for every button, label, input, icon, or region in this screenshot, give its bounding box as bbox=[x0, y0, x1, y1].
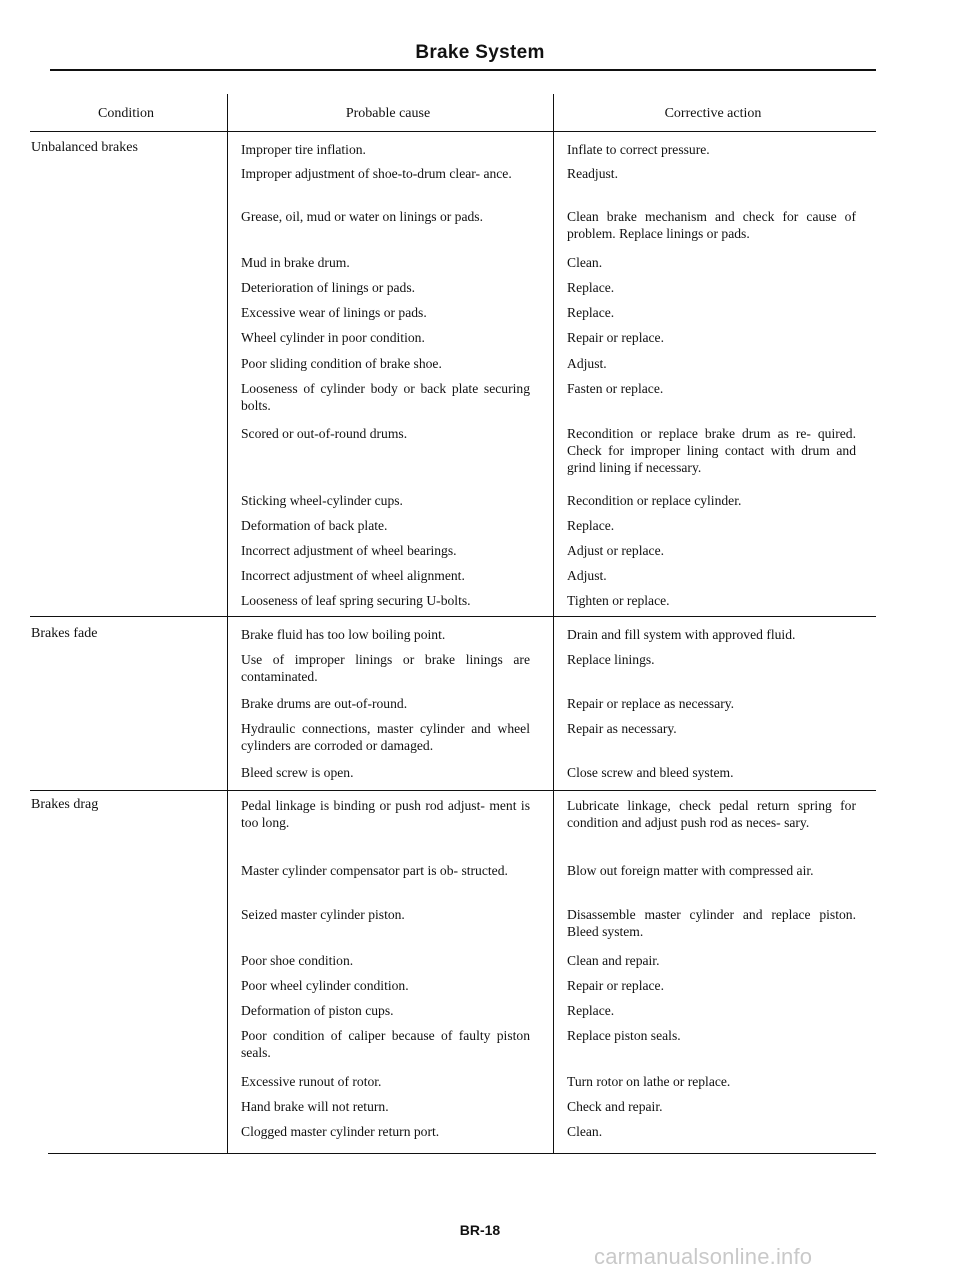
action-cell: Clean brake mechanism and check for cause of problem. Replace linings or pads. bbox=[567, 209, 856, 241]
cause-cell: Poor condition of caliper because of faulty piston seals. bbox=[241, 1028, 530, 1060]
action-cell: Check and repair. bbox=[567, 1099, 663, 1114]
cause-cell: Master cylinder compensator part is ob- structed. bbox=[241, 863, 508, 878]
cause-cell: Looseness of leaf spring securing U-bolts. bbox=[241, 593, 471, 608]
action-cell: Recondition or replace cylinder. bbox=[567, 493, 742, 508]
action-cell: Replace. bbox=[567, 518, 615, 533]
action-cell: Tighten or replace. bbox=[567, 593, 670, 608]
cause-cell: Poor wheel cylinder condition. bbox=[241, 978, 409, 993]
action-cell: Recondition or replace brake drum as re- quired. Check for improper lining contact with drum and grind lining if necessary. bbox=[567, 426, 856, 475]
table-bottom-rule bbox=[48, 1153, 876, 1154]
group-separator-brakes-fade bbox=[30, 616, 876, 617]
cause-cell: Poor sliding condition of brake shoe. bbox=[241, 356, 442, 371]
header-rule bbox=[30, 131, 876, 132]
action-cell: Clean. bbox=[567, 1124, 603, 1139]
cause-cell: Deformation of piston cups. bbox=[241, 1003, 394, 1018]
cause-cell: Excessive runout of rotor. bbox=[241, 1074, 382, 1089]
cause-cell: Hydraulic connections, master cylinder and wheel cylinders are corroded or damaged. bbox=[241, 721, 530, 753]
cause-cell: Incorrect adjustment of wheel alignment. bbox=[241, 568, 465, 583]
group-separator-brakes-drag bbox=[30, 790, 876, 791]
action-cell: Adjust. bbox=[567, 568, 607, 583]
cause-cell: Pedal linkage is binding or push rod adjust- ment is too long. bbox=[241, 798, 530, 830]
column-divider-1 bbox=[227, 94, 228, 1154]
action-cell: Disassemble master cylinder and replace piston. Bleed system. bbox=[567, 907, 856, 939]
cause-cell: Deformation of back plate. bbox=[241, 518, 388, 533]
action-cell: Repair or replace. bbox=[567, 978, 664, 993]
page-number: BR-18 bbox=[459, 1222, 501, 1238]
action-cell: Repair or replace. bbox=[567, 330, 664, 345]
action-cell: Turn rotor on lathe or replace. bbox=[567, 1074, 731, 1089]
cause-cell: Excessive wear of linings or pads. bbox=[241, 305, 427, 320]
cause-cell: Incorrect adjustment of wheel bearings. bbox=[241, 543, 457, 558]
condition-brakes-fade: Brakes fade bbox=[31, 626, 98, 641]
cause-cell: Wheel cylinder in poor condition. bbox=[241, 330, 425, 345]
action-cell: Replace. bbox=[567, 1003, 615, 1018]
cause-cell: Use of improper linings or brake linings are contaminated. bbox=[241, 652, 530, 684]
action-cell: Inflate to correct pressure. bbox=[567, 142, 710, 157]
action-cell: Lubricate linkage, check pedal return spring for condition and adjust push rod as neces- sary. bbox=[567, 798, 856, 830]
action-cell: Readjust. bbox=[567, 166, 618, 181]
action-cell: Close screw and bleed system. bbox=[567, 765, 734, 780]
condition-unbalanced-brakes: Unbalanced brakes bbox=[31, 140, 138, 155]
watermark: carmanualsonline.info bbox=[594, 1244, 813, 1269]
action-cell: Adjust or replace. bbox=[567, 543, 665, 558]
title-rule bbox=[50, 69, 876, 71]
cause-cell: Hand brake will not return. bbox=[241, 1099, 389, 1114]
cause-cell: Clogged master cylinder return port. bbox=[241, 1124, 440, 1139]
cause-cell: Improper adjustment of shoe-to-drum clear- ance. bbox=[241, 166, 512, 181]
page-title: Brake System bbox=[415, 42, 545, 63]
action-cell: Replace linings. bbox=[567, 652, 655, 667]
column-divider-2 bbox=[553, 94, 554, 1154]
cause-cell: Scored or out-of-round drums. bbox=[241, 426, 408, 441]
cause-cell: Mud in brake drum. bbox=[241, 255, 350, 270]
action-cell: Adjust. bbox=[567, 356, 607, 371]
condition-brakes-drag: Brakes drag bbox=[31, 797, 99, 812]
action-cell: Replace. bbox=[567, 280, 615, 295]
action-cell: Repair or replace as necessary. bbox=[567, 696, 735, 711]
cause-cell: Brake drums are out-of-round. bbox=[241, 696, 408, 711]
cause-cell: Bleed screw is open. bbox=[241, 765, 354, 780]
cause-cell: Brake fluid has too low boiling point. bbox=[241, 627, 446, 642]
header-probable-cause: Probable cause bbox=[345, 106, 431, 121]
header-condition: Condition bbox=[97, 106, 154, 121]
action-cell: Replace. bbox=[567, 305, 615, 320]
cause-cell: Grease, oil, mud or water on linings or pads. bbox=[241, 209, 483, 224]
header-corrective-action: Corrective action bbox=[664, 106, 762, 121]
action-cell: Clean and repair. bbox=[567, 953, 660, 968]
cause-cell: Deterioration of linings or pads. bbox=[241, 280, 416, 295]
action-cell: Fasten or replace. bbox=[567, 381, 664, 396]
cause-cell: Improper tire inflation. bbox=[241, 142, 366, 157]
cause-cell: Seized master cylinder piston. bbox=[241, 907, 405, 922]
action-cell: Repair as necessary. bbox=[567, 721, 677, 736]
action-cell: Drain and fill system with approved fluid. bbox=[567, 627, 796, 642]
action-cell: Blow out foreign matter with compressed air. bbox=[567, 863, 814, 878]
action-cell: Replace piston seals. bbox=[567, 1028, 681, 1043]
cause-cell: Poor shoe condition. bbox=[241, 953, 354, 968]
cause-cell: Sticking wheel-cylinder cups. bbox=[241, 493, 403, 508]
action-cell: Clean. bbox=[567, 255, 603, 270]
cause-cell: Looseness of cylinder body or back plate securing bolts. bbox=[241, 381, 530, 413]
